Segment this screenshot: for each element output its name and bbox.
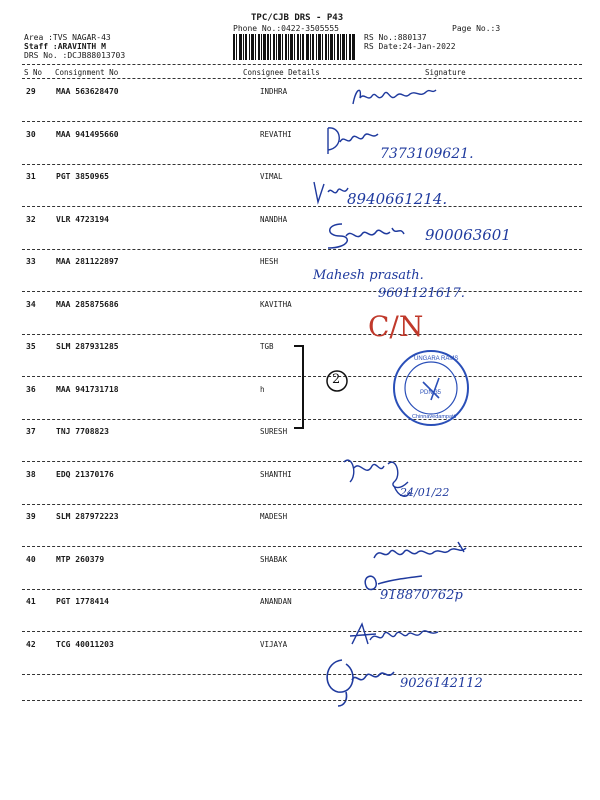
row-divider: [22, 291, 582, 292]
handwritten-date-38: 24/01/22: [400, 486, 450, 499]
phone-number: Phone No.:0422-3505555: [233, 24, 339, 33]
row-consignment: MAA 285875686: [56, 299, 119, 309]
row-consignee: NANDHA: [260, 214, 288, 224]
row-consignee: MADESH: [260, 512, 288, 521]
row-consignment: MTP 260379: [56, 554, 105, 564]
handwritten-note-34: C/N: [368, 310, 424, 343]
row-sno: 29: [26, 87, 36, 96]
handwritten-phone-42: 9026142112: [400, 676, 483, 691]
row-sno: 37: [26, 427, 36, 436]
row-sno: 32: [26, 214, 36, 224]
row-consignee: HESH: [260, 257, 279, 266]
row-divider: [22, 631, 582, 632]
row-divider: [22, 504, 582, 505]
page-number: Page No.:3: [452, 24, 501, 33]
rs-number: RS No.:880137: [364, 33, 427, 42]
handwritten-name-33: Mahesh prasath.: [313, 268, 424, 283]
drs-number: DRS No. :DCJB88013703: [24, 51, 126, 60]
footer-divider: [22, 700, 582, 701]
row-consignee: ANANDAN: [260, 597, 292, 606]
header-divider-bottom: [22, 78, 582, 79]
signature-41: [346, 620, 446, 648]
row-consignment: TCG 40011203: [56, 639, 114, 649]
row-consignee: REVATHI: [260, 129, 292, 139]
row-consignee: h: [260, 384, 265, 394]
row-divider: [22, 334, 582, 335]
handwritten-phone-33: 9601121617.: [378, 286, 465, 301]
stamp-place: Chinnavedampatti: [412, 414, 457, 420]
signature-32: [322, 218, 417, 254]
signature-37-38: [338, 452, 448, 510]
row-sno: 40: [26, 554, 36, 564]
row-consignee: VIMAL: [260, 172, 283, 181]
row-consignee: SURESH: [260, 427, 288, 436]
col-sno: S No: [24, 68, 43, 77]
row-consignment: MAA 563628470: [56, 87, 119, 96]
row-consignment: SLM 287931285: [56, 342, 119, 351]
row-consignment: EDQ 21370176: [56, 469, 114, 479]
row-sno: 39: [26, 512, 36, 521]
row-sno: 35: [26, 342, 36, 351]
row-sno: 34: [26, 299, 36, 309]
signature-30: [322, 124, 382, 158]
row-sno: 38: [26, 469, 36, 479]
row-consignment: PGT 1778414: [56, 597, 109, 606]
signature-39: [370, 538, 475, 564]
row-divider: [22, 121, 582, 122]
header-divider-top: [22, 64, 582, 65]
row-divider: [22, 249, 582, 250]
row-consignment: MAA 941495660: [56, 129, 119, 139]
row-consignment: SLM 287972223: [56, 512, 119, 521]
row-sno: 36: [26, 384, 36, 394]
row-sno: 30: [26, 129, 36, 139]
handwritten-phone-30: 7373109621.: [380, 146, 474, 162]
row-sno: 41: [26, 597, 36, 606]
handwritten-phone-31: 8940661214.: [347, 190, 448, 208]
row-consignment: VLR 4723194: [56, 214, 109, 224]
row-consignee: SHANTHI: [260, 469, 292, 479]
area-label: Area :TVS NAGAR-43: [24, 33, 111, 42]
row-divider: [22, 589, 582, 590]
row-divider: [22, 674, 582, 675]
row-consignment: TNJ 7708823: [56, 427, 109, 436]
row-consignment: PGT 3850965: [56, 172, 109, 181]
row-divider: [22, 546, 582, 547]
handwritten-phone-32: 900063601: [425, 226, 511, 244]
signature-31: [310, 176, 350, 206]
drs-title: TPC/CJB DRS - P43: [251, 13, 344, 23]
row-consignee: KAVITHA: [260, 299, 292, 309]
barcode: [233, 34, 355, 60]
col-consignment: Consignment No: [55, 68, 119, 77]
col-consignee: Consignee Details: [243, 68, 320, 77]
stamp-code: PDN 35: [420, 390, 442, 396]
row-consignee: SHABAK: [260, 554, 288, 564]
circled-number: 2: [332, 372, 341, 387]
row-sno: 42: [26, 639, 36, 649]
row-divider: [22, 461, 582, 462]
signature-29: [350, 84, 440, 110]
row-consignment: MAA 281122897: [56, 257, 119, 266]
row-consignee: INDHRA: [260, 87, 288, 96]
handwritten-phone-40: 918870762p: [380, 588, 463, 603]
row-consignee: TGB: [260, 342, 274, 351]
row-consignment: MAA 941731718: [56, 384, 119, 394]
row-consignee: VIJAYA: [260, 639, 288, 649]
stamp-text: UNGARA RAMS: [414, 356, 459, 362]
row-sno: 31: [26, 172, 36, 181]
col-signature: Signature: [425, 68, 466, 77]
row-divider: [22, 206, 582, 207]
rs-date: RS Date:24-Jan-2022: [364, 42, 456, 51]
row-sno: 33: [26, 257, 36, 266]
row-divider: [22, 164, 582, 165]
staff-label: Staff :ARAVINTH M: [24, 42, 106, 51]
bracket-mark: [292, 345, 306, 430]
